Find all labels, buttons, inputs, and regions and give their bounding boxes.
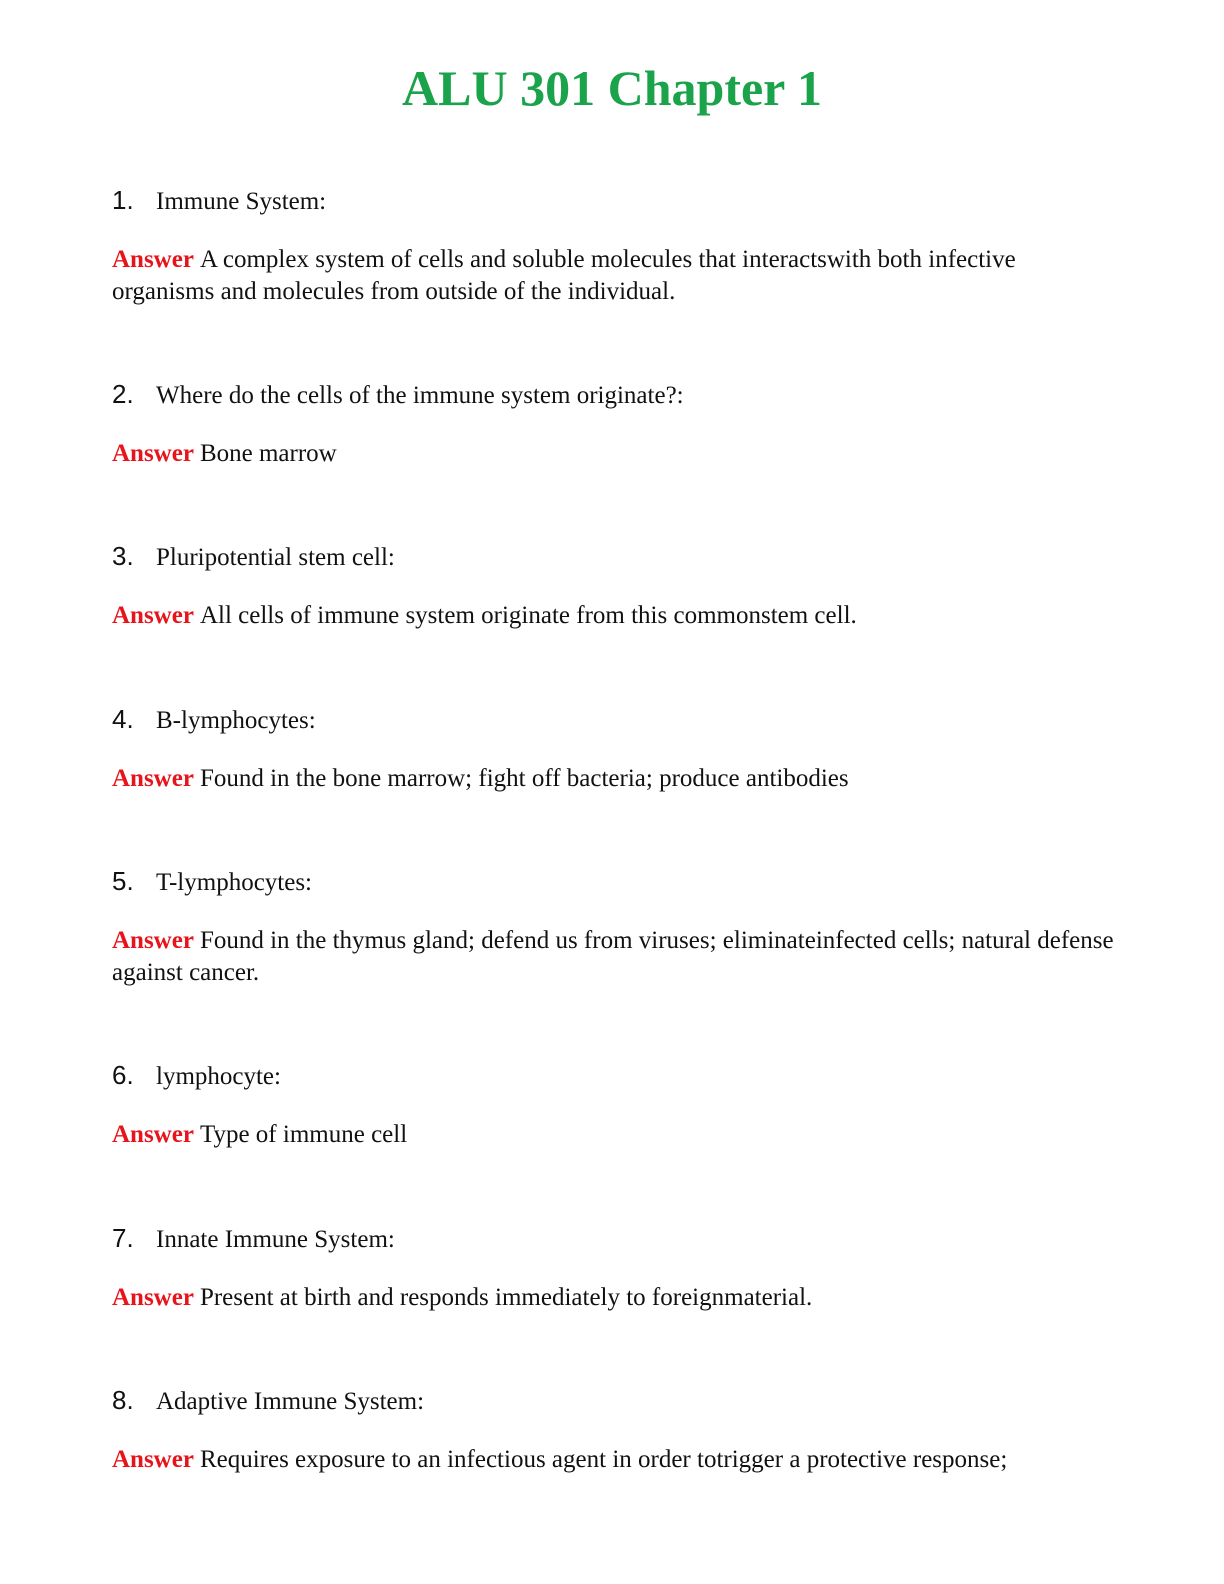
- question-text: lymphocyte:: [156, 1063, 281, 1090]
- answer-line: [112, 438, 1122, 470]
- qa-item-8: [112, 1382, 1122, 1476]
- question-text: Immune System:: [156, 188, 327, 215]
- question-text: Pluripotential stem cell:: [156, 544, 395, 571]
- answer-line: [112, 925, 1122, 989]
- question-line: [112, 376, 1122, 412]
- answer-label: Answer: [112, 440, 194, 467]
- answer-text: Requires exposure to an infectious agent in order totrigger a protective response;: [199, 1446, 1008, 1473]
- answer-line: [112, 1444, 1122, 1476]
- answer-text: Found in the bone marrow; fight off bacteria; produce antibodies: [199, 765, 849, 792]
- answer-text: Found in the thymus gland; defend us from viruses; eliminateinfected cells; natural defense against cancer.: [112, 927, 1114, 986]
- question-line: [112, 701, 1122, 737]
- answer-text: Present at birth and responds immediately to foreignmaterial.: [199, 1284, 813, 1311]
- answer-label: Answer: [112, 927, 194, 954]
- answer-label: Answer: [112, 765, 194, 792]
- question-text: Where do the cells of the immune system originate?:: [156, 382, 684, 409]
- page-title: ALU 301 Chapter 1: [402, 60, 822, 116]
- answer-label: Answer: [112, 1446, 194, 1473]
- answer-line: [112, 600, 1122, 632]
- answer-label: Answer: [112, 602, 194, 629]
- answer-label: Answer: [112, 246, 194, 273]
- question-text: Innate Immune System:: [156, 1226, 395, 1253]
- question-number: 2.: [112, 379, 134, 409]
- question-line: [112, 863, 1122, 899]
- qa-item-6: [112, 1057, 1122, 1151]
- question-line: [112, 182, 1122, 218]
- answer-text: All cells of immune system originate from this commonstem cell.: [199, 602, 857, 629]
- question-text: Adaptive Immune System:: [156, 1388, 425, 1415]
- question-line: [112, 1382, 1122, 1418]
- question-number: 1.: [112, 185, 134, 215]
- question-line: [112, 538, 1122, 574]
- answer-text: Bone marrow: [199, 440, 337, 467]
- question-number: 6.: [112, 1060, 134, 1090]
- question-number: 8.: [112, 1385, 134, 1415]
- question-text: T-lymphocytes:: [156, 869, 313, 896]
- answer-line: [112, 1119, 1122, 1151]
- qa-item-7: [112, 1220, 1122, 1314]
- answer-text: Type of immune cell: [199, 1121, 408, 1148]
- question-number: 3.: [112, 541, 134, 571]
- qa-item-2: [112, 376, 1122, 470]
- qa-item-1: [112, 182, 1122, 308]
- qa-item-3: [112, 538, 1122, 632]
- question-number: 4.: [112, 704, 134, 734]
- qa-item-5: [112, 863, 1122, 989]
- answer-line: [112, 1282, 1122, 1314]
- qa-item-4: [112, 701, 1122, 795]
- question-number: 5.: [112, 866, 134, 896]
- question-number: 7.: [112, 1223, 134, 1253]
- answer-label: Answer: [112, 1121, 194, 1148]
- answer-label: Answer: [112, 1284, 194, 1311]
- question-line: [112, 1220, 1122, 1256]
- answer-line: [112, 244, 1122, 308]
- question-line: [112, 1057, 1122, 1093]
- answer-line: [112, 763, 1122, 795]
- answer-text: A complex system of cells and soluble molecules that interactswith both infective organisms and molecules from outside of the individual.: [112, 246, 1016, 305]
- question-text: B-lymphocytes:: [156, 707, 316, 734]
